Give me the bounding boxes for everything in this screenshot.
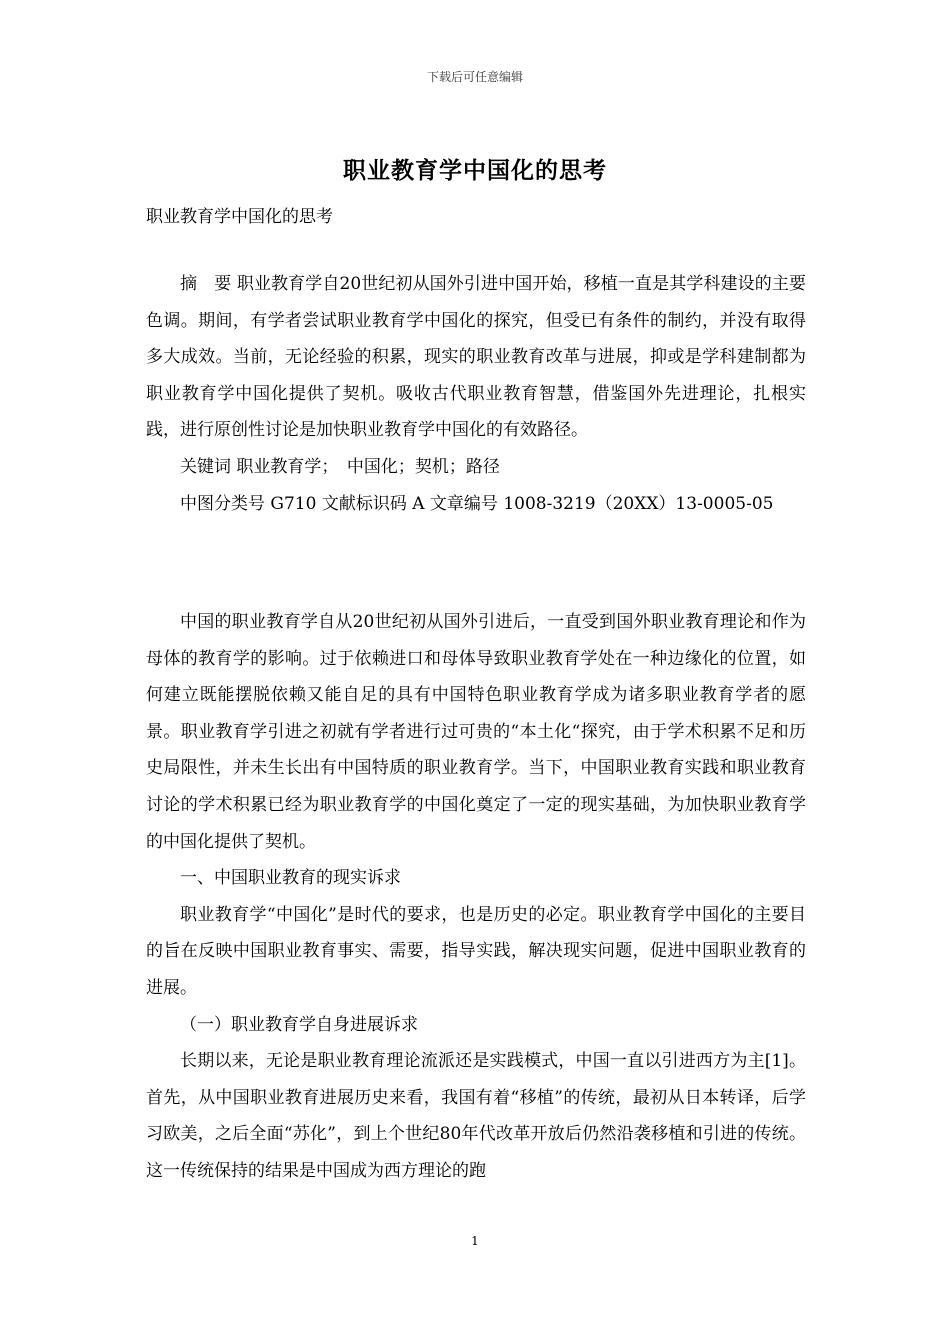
section-1-paragraph: 职业教育学“中国化”是时代的要求，也是历史的必定。职业教育学中国化的主要目的旨在反映中国职业教育事实、需要，指导实践，解决现实问题，促进中国职业教育的进展。 [146, 904, 806, 998]
subsection-1-1-paragraph: 长期以来，无论是职业教育理论流派还是实践模式，中国一直以引进西方为主[1]。首先，从中国职业教育进展历史来看，我国有着“移植”的传统，最初从日本转译，后学习欧美，之后全面“苏化”，到上个世纪80年代改革开放后仍然沿袭移植和引进的传统。这一传统保持的结果是中国成为西方理论的跑 [146, 1051, 806, 1181]
abstract-text: 摘 要 职业教育学自20世纪初从国外引进中国开始，移植一直是其学科建设的主要色调。期间，有学者尝试职业教育学中国化的探究，但受已有条件的制约，并没有取得多大成效。当前，无论经验的积累，现实的职业教育改革与进展，抑或是学科建制都为职业教育学中国化提供了契机。吸收古代职业教育智慧，借鉴国外先进理论，扎根实践，进行原创性讨论是加快职业教育学中国化的有效路径。 [146, 274, 806, 441]
abstract-section [146, 266, 806, 522]
intro-paragraph: 中国的职业教育学自从20世纪初从国外引进后，一直受到国外职业教育理论和作为母体的教育学的影响。过于依赖进口和母体导致职业教育学处在一种边缘化的位置，如何建立既能摆脱依赖又能自足的具有中国特色职业教育学成为诸多职业教育学者的愿景。职业教育学引进之初就有学者进行过可贵的“本土化“探究，由于学术积累不足和历史局限性，并未生长出有中国特质的职业教育学。当下，中国职业教育实践和职业教育讨论的学术积累已经为职业教育学的中国化奠定了一定的现实基础，为加快职业教育学的中国化提供了契机。 [146, 612, 806, 852]
keywords-line: 关键词 职业教育学； 中国化；契机；路径 [180, 456, 500, 477]
subsection-heading-1-1: （一）职业教育学自身进展诉求 [180, 1014, 418, 1035]
document-title: 职业教育学中国化的思考 [343, 157, 607, 184]
main-body [146, 604, 806, 1190]
page-header-note: 下载后可任意编辑 [426, 70, 523, 84]
classification-line: 中图分类号 G710 文献标识码 A 文章编号 1008-3219（20XX）13-0005-05 [180, 493, 774, 514]
page-number: 1 [471, 1234, 479, 1248]
document-subtitle: 职业教育学中国化的思考 [146, 207, 333, 227]
section-heading-1: 一、中国职业教育的现实诉求 [180, 868, 401, 889]
